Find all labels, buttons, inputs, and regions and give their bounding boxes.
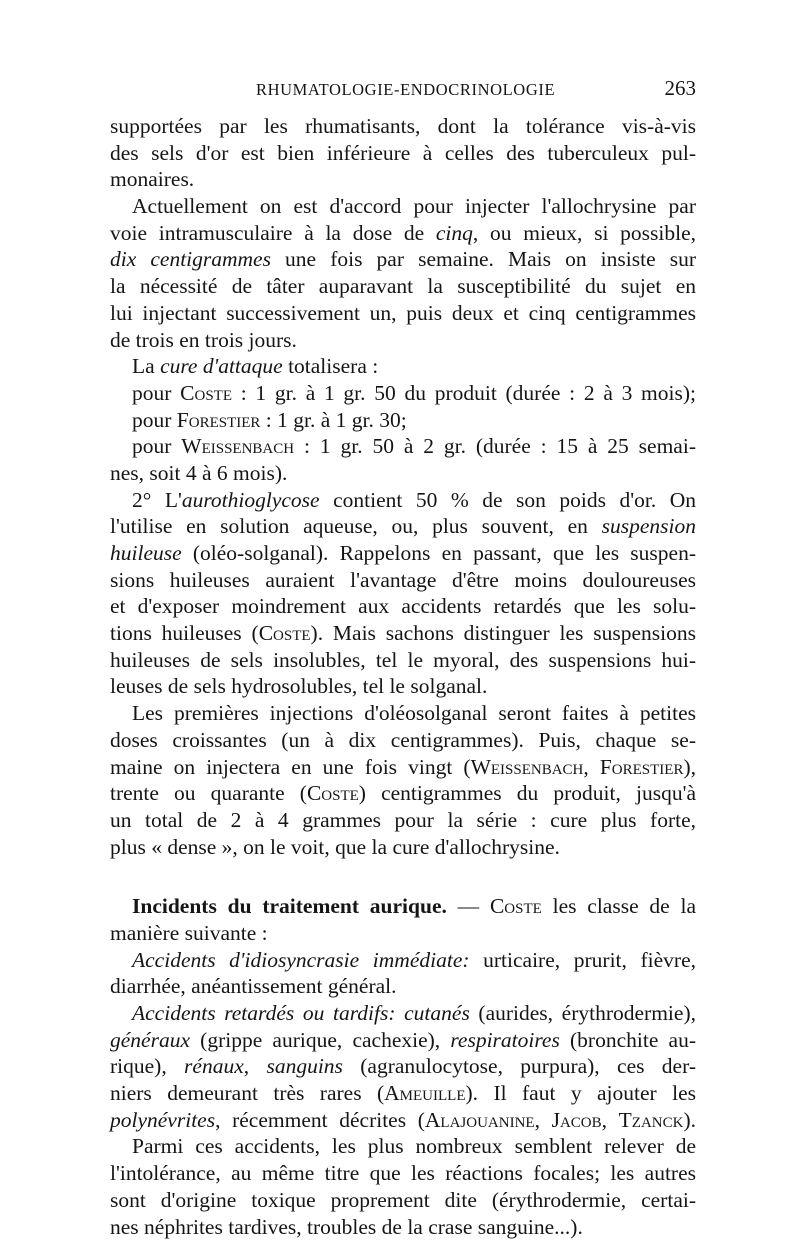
text-line: trente ou quarante (Coste) centigrammes du produit, jusqu'à [110, 780, 696, 807]
section-gap [110, 860, 696, 893]
text-line: nes, soit 4 à 6 mois). [110, 460, 696, 487]
text-line: pour Weissenbach : 1 gr. 50 à 2 gr. (durée : 15 à 25 semai- [110, 433, 696, 460]
text-line: l'utilise en solution aqueuse, ou, plus souvent, en suspension [110, 513, 696, 540]
section-heading: Incidents du traitement aurique. [132, 894, 447, 918]
text-line: La cure d'attaque totalisera : [110, 353, 696, 380]
running-header [110, 74, 696, 102]
text-line: pour Forestier : 1 gr. à 1 gr. 30; [110, 407, 696, 434]
text-line: maine on injectera en une fois vingt (Weissenbach, Forestier), [110, 754, 696, 781]
text-line: l'intolérance, au même titre que les réactions focales; les autres [110, 1160, 696, 1187]
text-line: généraux (grippe aurique, cachexie), respiratoires (bronchite au- [110, 1027, 696, 1054]
text-line: manière suivante : [110, 920, 696, 947]
text-line: huileuse (oléo-solganal). Rappelons en passant, que les suspen- [110, 540, 696, 567]
running-title: RHUMATOLOGIE-ENDOCRINOLOGIE [256, 80, 555, 100]
text-line: Accidents d'idiosyncrasie immédiate: urticaire, prurit, fièvre, [110, 947, 696, 974]
body-text [110, 113, 696, 1240]
text-line: des sels d'or est bien inférieure à celles des tuberculeux pul- [110, 140, 696, 167]
text-line: Parmi ces accidents, les plus nombreux semblent relever de [110, 1133, 696, 1160]
text-line: niers demeurant très rares (Ameuille). Il faut y ajouter les [110, 1080, 696, 1107]
text-line: tions huileuses (Coste). Mais sachons distinguer les suspensions [110, 620, 696, 647]
text-line: dix centigrammes une fois par semaine. Mais on insiste sur [110, 246, 696, 273]
text-line: Accidents retardés ou tardifs: cutanés (aurides, érythrodermie), [110, 1000, 696, 1027]
text-line: lui injectant successivement un, puis deux et cinq centigrammes [110, 300, 696, 327]
page-number: 263 [665, 76, 697, 101]
text-line: pour Coste : 1 gr. à 1 gr. 50 du produit (durée : 2 à 3 mois); [110, 380, 696, 407]
section-heading-line: Incidents du traitement aurique. — Coste les classe de la [110, 893, 696, 920]
text-line: Actuellement on est d'accord pour injecter l'allochrysine par [110, 193, 696, 220]
text-line: diarrhée, anéantissement général. [110, 973, 696, 1000]
text-line: sions huileuses auraient l'avantage d'être moins douloureuses [110, 567, 696, 594]
text-line: la nécessité de tâter auparavant la susceptibilité du sujet en [110, 273, 696, 300]
text-line: un total de 2 à 4 grammes pour la série : cure plus forte, [110, 807, 696, 834]
text-line: doses croissantes (un à dix centigrammes). Puis, chaque se- [110, 727, 696, 754]
text-line: 2° L'aurothioglycose contient 50 % de son poids d'or. On [110, 487, 696, 514]
text-line: sont d'origine toxique proprement dite (érythrodermie, certai- [110, 1187, 696, 1214]
text-line: rique), rénaux, sanguins (agranulocytose, purpura), ces der- [110, 1053, 696, 1080]
text-line: huileuses de sels insolubles, tel le myoral, des suspensions hui- [110, 647, 696, 674]
text-line: plus « dense », on le voit, que la cure d'allochrysine. [110, 834, 696, 861]
text-line: de trois en trois jours. [110, 327, 696, 354]
text-line: voie intramusculaire à la dose de cinq, ou mieux, si possible, [110, 220, 696, 247]
text-line: Les premières injections d'oléosolganal seront faites à petites [110, 700, 696, 727]
text-line: monaires. [110, 166, 696, 193]
text-line: nes néphrites tardives, troubles de la crase sanguine...). [110, 1214, 696, 1240]
text-line: leuses de sels hydrosolubles, tel le solganal. [110, 673, 696, 700]
text-line: et d'exposer moindrement aux accidents retardés que les solu- [110, 593, 696, 620]
text-line: polynévrites, récemment décrites (Alajouanine, Jacob, Tzanck). [110, 1107, 696, 1134]
text-line: supportées par les rhumatisants, dont la tolérance vis-à-vis [110, 113, 696, 140]
